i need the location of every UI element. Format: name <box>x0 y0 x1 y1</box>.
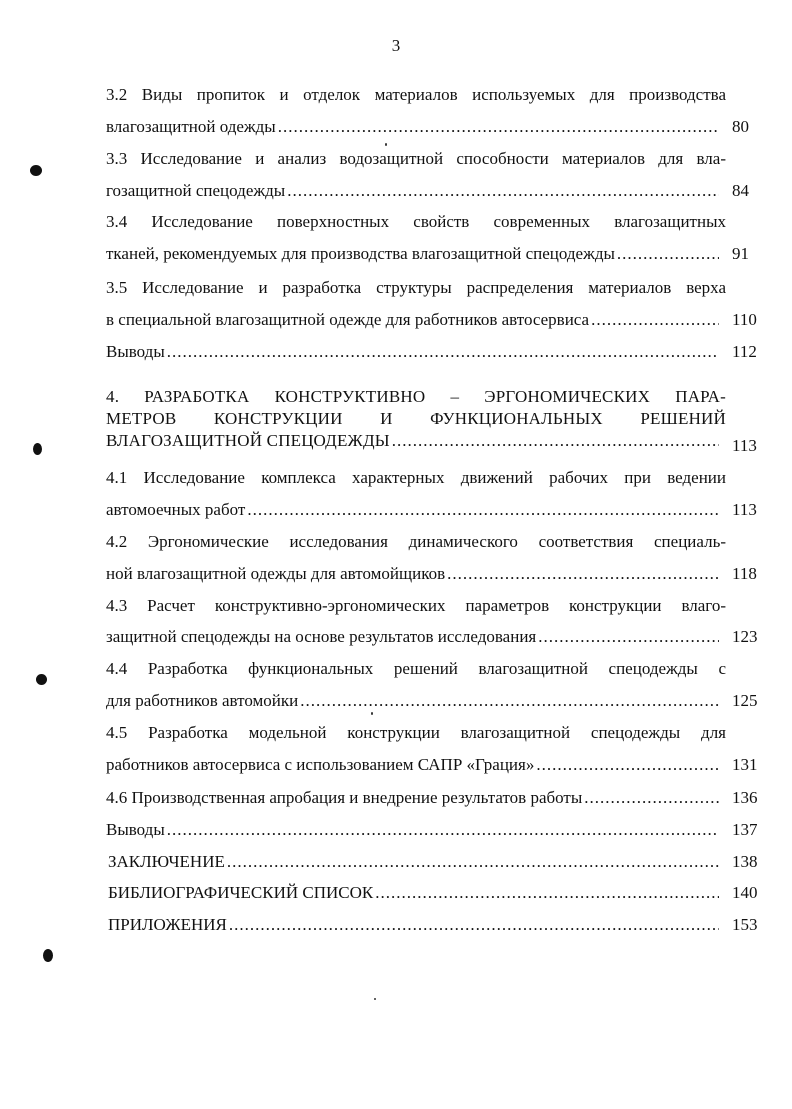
toc-page-bibliography: 140 <box>732 883 758 902</box>
toc-page-4-5: 131 <box>732 755 758 774</box>
dot-leader <box>392 430 719 452</box>
toc-page-3-5: 110 <box>732 310 757 329</box>
toc-entry-3-2-line2 <box>106 116 721 138</box>
dot-leader <box>591 309 719 331</box>
toc-entry-text: тканей, рекомендуемых для производства влагозащитной спецодежды <box>106 244 615 263</box>
dot-leader <box>538 626 719 648</box>
scan-speck <box>374 998 376 1000</box>
dot-leader <box>584 787 719 809</box>
scan-speck <box>385 143 387 146</box>
toc-entry-text: Выводы <box>106 820 165 839</box>
dot-leader <box>167 341 719 363</box>
toc-entry-3-5-line1: 3.5 Исследование и разработка структуры распределения материалов верха <box>106 278 726 297</box>
toc-page-appendices: 153 <box>732 915 758 934</box>
binder-hole-mark <box>33 443 42 455</box>
toc-entry-text: в специальной влагозащитной одежде для работников автосервиса <box>106 310 590 329</box>
toc-page-4-3: 123 <box>732 627 758 646</box>
toc-entry-4-3-line2 <box>106 626 721 648</box>
toc-entry-4-5-line2 <box>106 754 721 776</box>
dot-leader <box>617 243 719 265</box>
toc-page-3-4: 91 <box>732 244 749 263</box>
dot-leader <box>287 180 719 202</box>
toc-entry-4-1-line2 <box>106 499 721 521</box>
toc-entry-4-4-line2 <box>106 690 721 712</box>
dot-leader <box>229 914 719 936</box>
toc-entry-text: ПРИЛОЖЕНИЯ <box>108 915 227 934</box>
toc-page-conclusions-4: 137 <box>732 820 758 839</box>
dot-leader <box>167 819 719 841</box>
toc-page-4-4: 125 <box>732 691 758 710</box>
toc-entry-conclusion <box>108 851 721 873</box>
toc-entry-3-5-line2 <box>106 309 721 331</box>
toc-entry-4-2-line2 <box>106 563 721 585</box>
toc-entry-appendices <box>108 914 721 936</box>
toc-entry-4-5-line1: 4.5 Разработка модельной конструкции влагозащитной спецодежды для <box>106 723 726 742</box>
toc-entry-bibliography <box>108 882 721 904</box>
toc-entry-4-3-line1: 4.3 Расчет конструктивно-эргономических параметров конструкции влаго- <box>106 596 726 615</box>
toc-entry-3-4-line1: 3.4 Исследование поверхностных свойств современных влагозащитных <box>106 212 726 231</box>
toc-chapter-4-line3 <box>106 430 721 452</box>
dot-leader <box>278 116 719 138</box>
toc-entry-conclusions-4 <box>106 819 721 841</box>
toc-entry-text: ЗАКЛЮЧЕНИЕ <box>108 852 225 871</box>
dot-leader <box>300 690 719 712</box>
binder-hole-mark <box>30 165 42 176</box>
toc-entry-text: защитной спецодежды на основе результатов исследования <box>106 627 537 646</box>
dot-leader <box>447 563 719 585</box>
dot-leader <box>227 851 719 873</box>
toc-chapter-4-line1: 4. РАЗРАБОТКА КОНСТРУКТИВНО – ЭРГОНОМИЧЕСКИХ ПАРА- <box>106 387 726 406</box>
toc-entry-text: работников автосервиса с использованием САПР «Грация» <box>106 755 535 774</box>
dot-leader <box>375 882 719 904</box>
toc-entry-text: ной влагозащитной одежды для автомойщиков <box>106 564 446 583</box>
dot-leader <box>536 754 719 776</box>
toc-entry-text: ВЛАГОЗАЩИТНОЙ СПЕЦОДЕЖДЫ <box>106 431 390 450</box>
toc-page-3-3: 84 <box>732 181 749 200</box>
toc-page-conclusion: 138 <box>732 852 758 871</box>
toc-entry-3-4-line2 <box>106 243 721 265</box>
scan-speck <box>371 712 373 715</box>
toc-entry-4-1-line1: 4.1 Исследование комплекса характерных движений рабочих при ведении <box>106 468 726 487</box>
toc-entry-3-3-line2 <box>106 180 721 202</box>
toc-page-chapter-4: 113 <box>732 436 757 455</box>
toc-entry-text: Выводы <box>106 342 165 361</box>
toc-entry-conclusions-3 <box>106 341 721 363</box>
toc-entry-text: гозащитной спецодежды <box>106 181 286 200</box>
toc-page-4-6: 136 <box>732 788 758 807</box>
toc-page-conclusions-3: 112 <box>732 342 757 361</box>
dot-leader <box>247 499 719 521</box>
toc-entry-4-2-line1: 4.2 Эргономические исследования динамического соответствия специаль- <box>106 532 726 551</box>
binder-hole-mark <box>43 949 53 962</box>
toc-entry-3-3-line1: 3.3 Исследование и анализ водозащитной способности материалов для вла- <box>106 149 726 168</box>
toc-page-4-2: 118 <box>732 564 757 583</box>
toc-entry-text: влагозащитной одежды <box>106 117 276 136</box>
toc-entry-text: БИБЛИОГРАФИЧЕСКИЙ СПИСОК <box>108 883 374 902</box>
toc-entry-4-4-line1: 4.4 Разработка функциональных решений влагозащитной спецодежды с <box>106 659 726 678</box>
toc-entry-text: автомоечных работ <box>106 500 246 519</box>
toc-entry-text: 4.6 Производственная апробация и внедрение результатов работы <box>106 788 583 807</box>
toc-page-3-2: 80 <box>732 117 749 136</box>
page-number: 3 <box>391 36 401 55</box>
toc-entry-4-6 <box>106 787 721 809</box>
toc-entry-3-2-line1: 3.2 Виды пропиток и отделок материалов используемых для производства <box>106 85 726 104</box>
toc-chapter-4-line2: МЕТРОВ КОНСТРУКЦИИ И ФУНКЦИОНАЛЬНЫХ РЕШЕНИЙ <box>106 409 726 428</box>
binder-hole-mark <box>36 674 47 685</box>
toc-entry-text: для работников автомойки <box>106 691 299 710</box>
toc-page-4-1: 113 <box>732 500 757 519</box>
